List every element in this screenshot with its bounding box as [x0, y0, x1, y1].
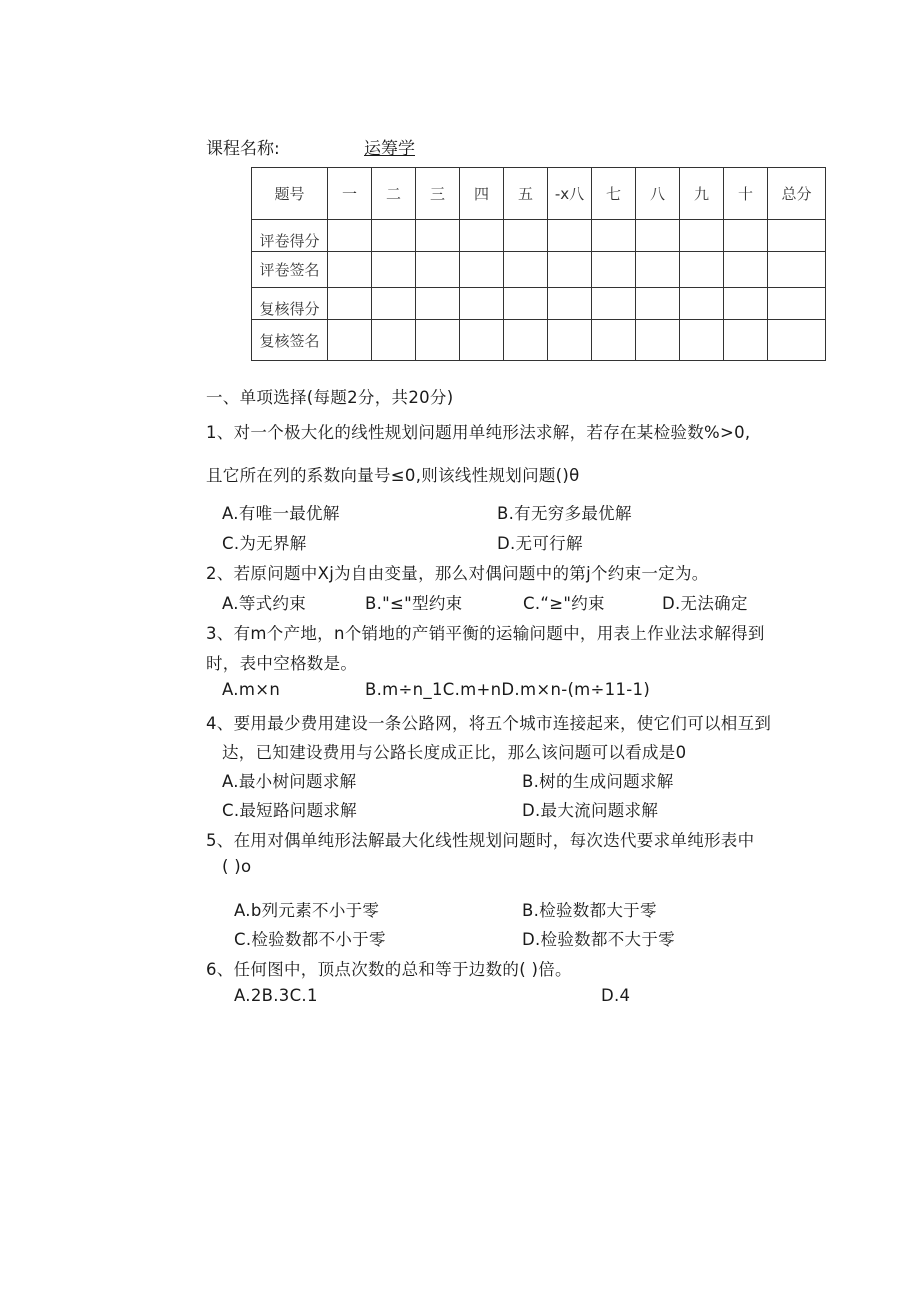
table-row	[252, 288, 826, 320]
question-3-option-a: A.m×n	[222, 680, 281, 699]
column-header: 题号	[252, 168, 328, 220]
question-3-line-1: 3、有m个产地，n个销地的产销平衡的运输问题中，用表上作业法求解得到	[206, 624, 765, 643]
table-cell	[460, 320, 504, 361]
question-5-option-c: C.检验数都不小于零	[234, 930, 386, 949]
column-header: 三	[416, 168, 460, 220]
table-cell	[548, 288, 592, 320]
question-2-option-c: C.“≥"约束	[523, 594, 605, 613]
score-table	[251, 167, 826, 361]
table-cell	[372, 288, 416, 320]
question-6-line-1: 6、任何图中，顶点次数的总和等于边数的( )倍。	[206, 960, 572, 979]
table-cell	[416, 252, 460, 288]
question-4-line-1: 4、要用最少费用建设一条公路网，将五个城市连接起来，使它们可以相互到	[206, 714, 772, 733]
table-cell	[680, 252, 724, 288]
column-header: 九	[680, 168, 724, 220]
table-cell	[636, 288, 680, 320]
table-cell	[592, 220, 636, 252]
question-1-line-2: 且它所在列的系数向量号≤0,则该线性规划问题()θ	[206, 466, 580, 485]
table-cell	[724, 252, 768, 288]
question-6-option-abc: A.2B.3C.1	[234, 986, 318, 1005]
column-header: 八	[636, 168, 680, 220]
question-1-option-b: B.有无穷多最优解	[497, 504, 632, 523]
table-cell	[548, 220, 592, 252]
question-5-option-a: A.b列元素不小于零	[234, 901, 380, 920]
table-cell	[724, 320, 768, 361]
question-3-option-b: B.m÷n_1C.m+nD.m×n-(m÷11-1)	[365, 680, 651, 699]
column-header: 二	[372, 168, 416, 220]
table-cell	[724, 220, 768, 252]
question-4-line-2: 达，已知建设费用与公路长度成正比，那么该问题可以看成是0	[222, 743, 687, 762]
table-cell	[680, 320, 724, 361]
table-cell	[416, 288, 460, 320]
column-header: -x八	[548, 168, 592, 220]
row-label: 复核得分	[252, 288, 328, 320]
question-6-option-d: D.4	[601, 986, 631, 1005]
table-cell	[680, 220, 724, 252]
table-cell	[768, 320, 826, 361]
table-cell	[724, 288, 768, 320]
table-cell	[504, 220, 548, 252]
question-4-option-d: D.最大流问题求解	[522, 801, 659, 820]
question-1-option-d: D.无可行解	[497, 534, 583, 553]
question-5-line-2: ( )o	[222, 857, 252, 876]
table-cell	[328, 288, 372, 320]
score-table-header-row	[252, 168, 826, 220]
table-cell	[768, 252, 826, 288]
question-2-option-a: A.等式约束	[222, 594, 307, 613]
table-cell	[372, 220, 416, 252]
table-cell	[592, 252, 636, 288]
table-cell	[636, 220, 680, 252]
table-cell	[592, 288, 636, 320]
question-2-option-d: D.无法确定	[662, 594, 748, 613]
row-label: 评卷签名	[252, 252, 328, 288]
table-row	[252, 220, 826, 252]
column-header: 一	[328, 168, 372, 220]
table-cell	[328, 320, 372, 361]
table-cell	[548, 320, 592, 361]
table-cell	[460, 252, 504, 288]
table-cell	[768, 288, 826, 320]
question-2-option-b: B."≤"型约束	[365, 594, 463, 613]
table-cell	[768, 220, 826, 252]
table-cell	[372, 252, 416, 288]
question-4-option-a: A.最小树问题求解	[222, 772, 357, 791]
table-cell	[372, 320, 416, 361]
table-cell	[460, 220, 504, 252]
question-5-option-d: D.检验数都不大于零	[522, 930, 675, 949]
table-cell	[416, 220, 460, 252]
question-1-option-c: C.为无界解	[222, 534, 307, 553]
question-3-line-2: 时，表中空格数是。	[206, 654, 358, 673]
table-row	[252, 320, 826, 361]
section-title: 一、单项选择(每题2分，共20分)	[206, 388, 454, 407]
table-cell	[504, 252, 548, 288]
column-header: 五	[504, 168, 548, 220]
table-cell	[504, 288, 548, 320]
table-cell	[636, 252, 680, 288]
table-cell	[328, 220, 372, 252]
table-cell	[548, 252, 592, 288]
table-cell	[592, 320, 636, 361]
row-label: 复核签名	[252, 320, 328, 361]
column-header: 七	[592, 168, 636, 220]
table-cell	[460, 288, 504, 320]
question-5-option-b: B.检验数都大于零	[522, 901, 657, 920]
question-1-option-a: A.有唯一最优解	[222, 504, 340, 523]
course-name-label: 课程名称:	[206, 139, 280, 159]
question-2-line-1: 2、若原问题中Xj为自由变量，那么对偶问题中的第j个约束一定为。	[206, 564, 709, 583]
question-4-option-b: B.树的生成问题求解	[522, 772, 674, 791]
table-cell	[504, 320, 548, 361]
course-name-value: 运筹学	[364, 139, 415, 159]
column-header: 四	[460, 168, 504, 220]
table-row	[252, 252, 826, 288]
question-4-option-c: C.最短路问题求解	[222, 801, 357, 820]
column-header: 总分	[768, 168, 826, 220]
question-5-line-1: 5、在用对偶单纯形法解最大化线性规划问题时，每次迭代要求单纯形表中	[206, 831, 755, 850]
table-cell	[680, 288, 724, 320]
row-label: 评卷得分	[252, 220, 328, 252]
table-cell	[416, 320, 460, 361]
table-cell	[328, 252, 372, 288]
column-header: 十	[724, 168, 768, 220]
table-cell	[636, 320, 680, 361]
question-1-line-1: 1、对一个极大化的线性规划问题用单纯形法求解，若存在某检验数%>0,	[206, 423, 751, 442]
